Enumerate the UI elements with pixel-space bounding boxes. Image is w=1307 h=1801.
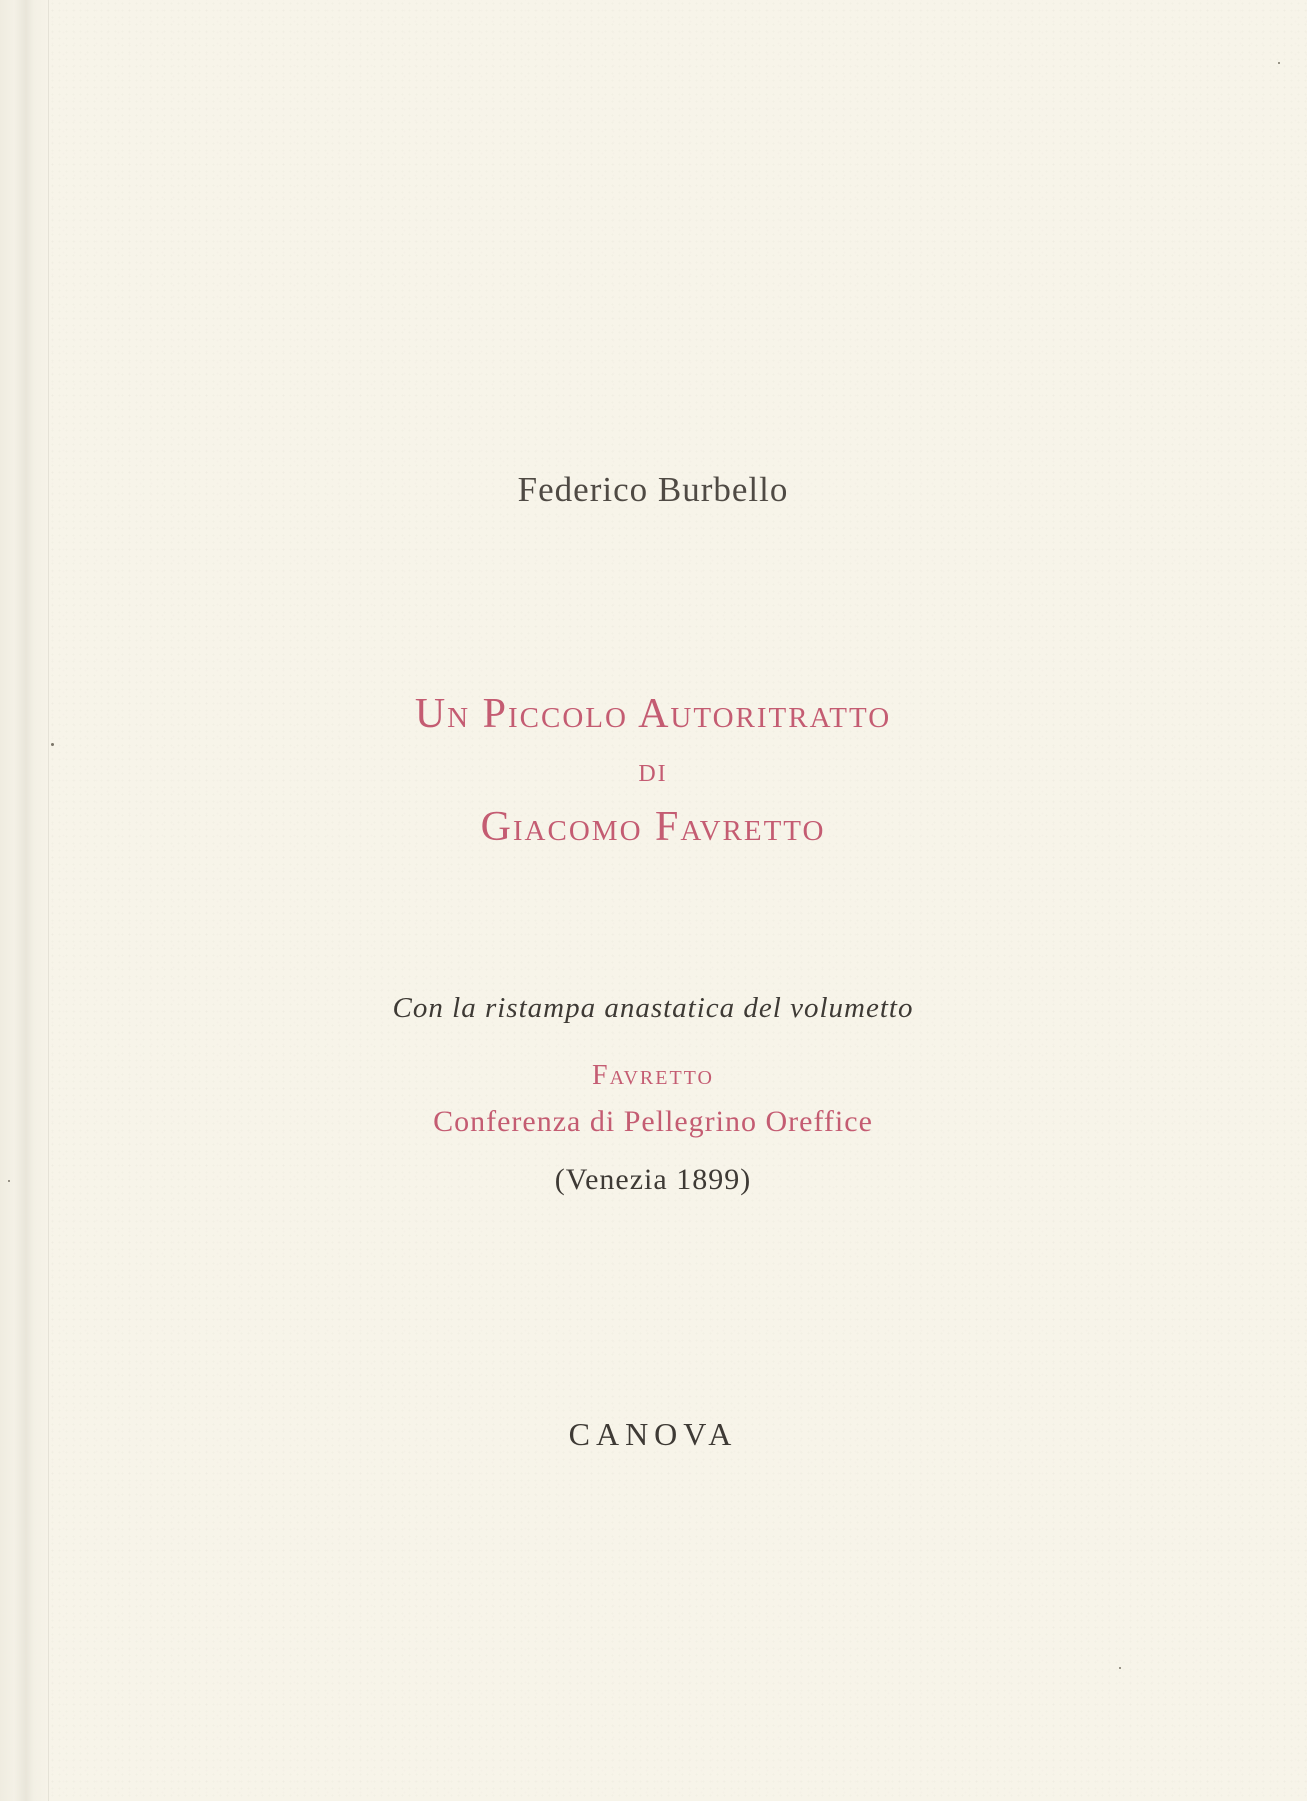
reprint-place-year: (Venezia 1899) [554,1163,752,1196]
paper-speck [8,1180,10,1182]
paper-speck [1119,1667,1121,1669]
spine-edge [0,0,49,1801]
title-line-1: Un Piccolo Autoritratto [414,691,892,737]
paper-speck [1278,62,1280,64]
title-line-2: di [638,752,668,789]
publisher-name: CANOVA [568,1416,738,1452]
reprint-conference: Conferenza di Pellegrino Oreffice [433,1105,873,1138]
title-line-3: Giacomo Favretto [480,804,826,850]
subtitle: Con la ristampa anastatica del volumetto [392,992,914,1024]
paper-speck [51,743,54,746]
reprint-title: Favretto [592,1060,714,1091]
author-name: Federico Burbello [517,470,789,509]
